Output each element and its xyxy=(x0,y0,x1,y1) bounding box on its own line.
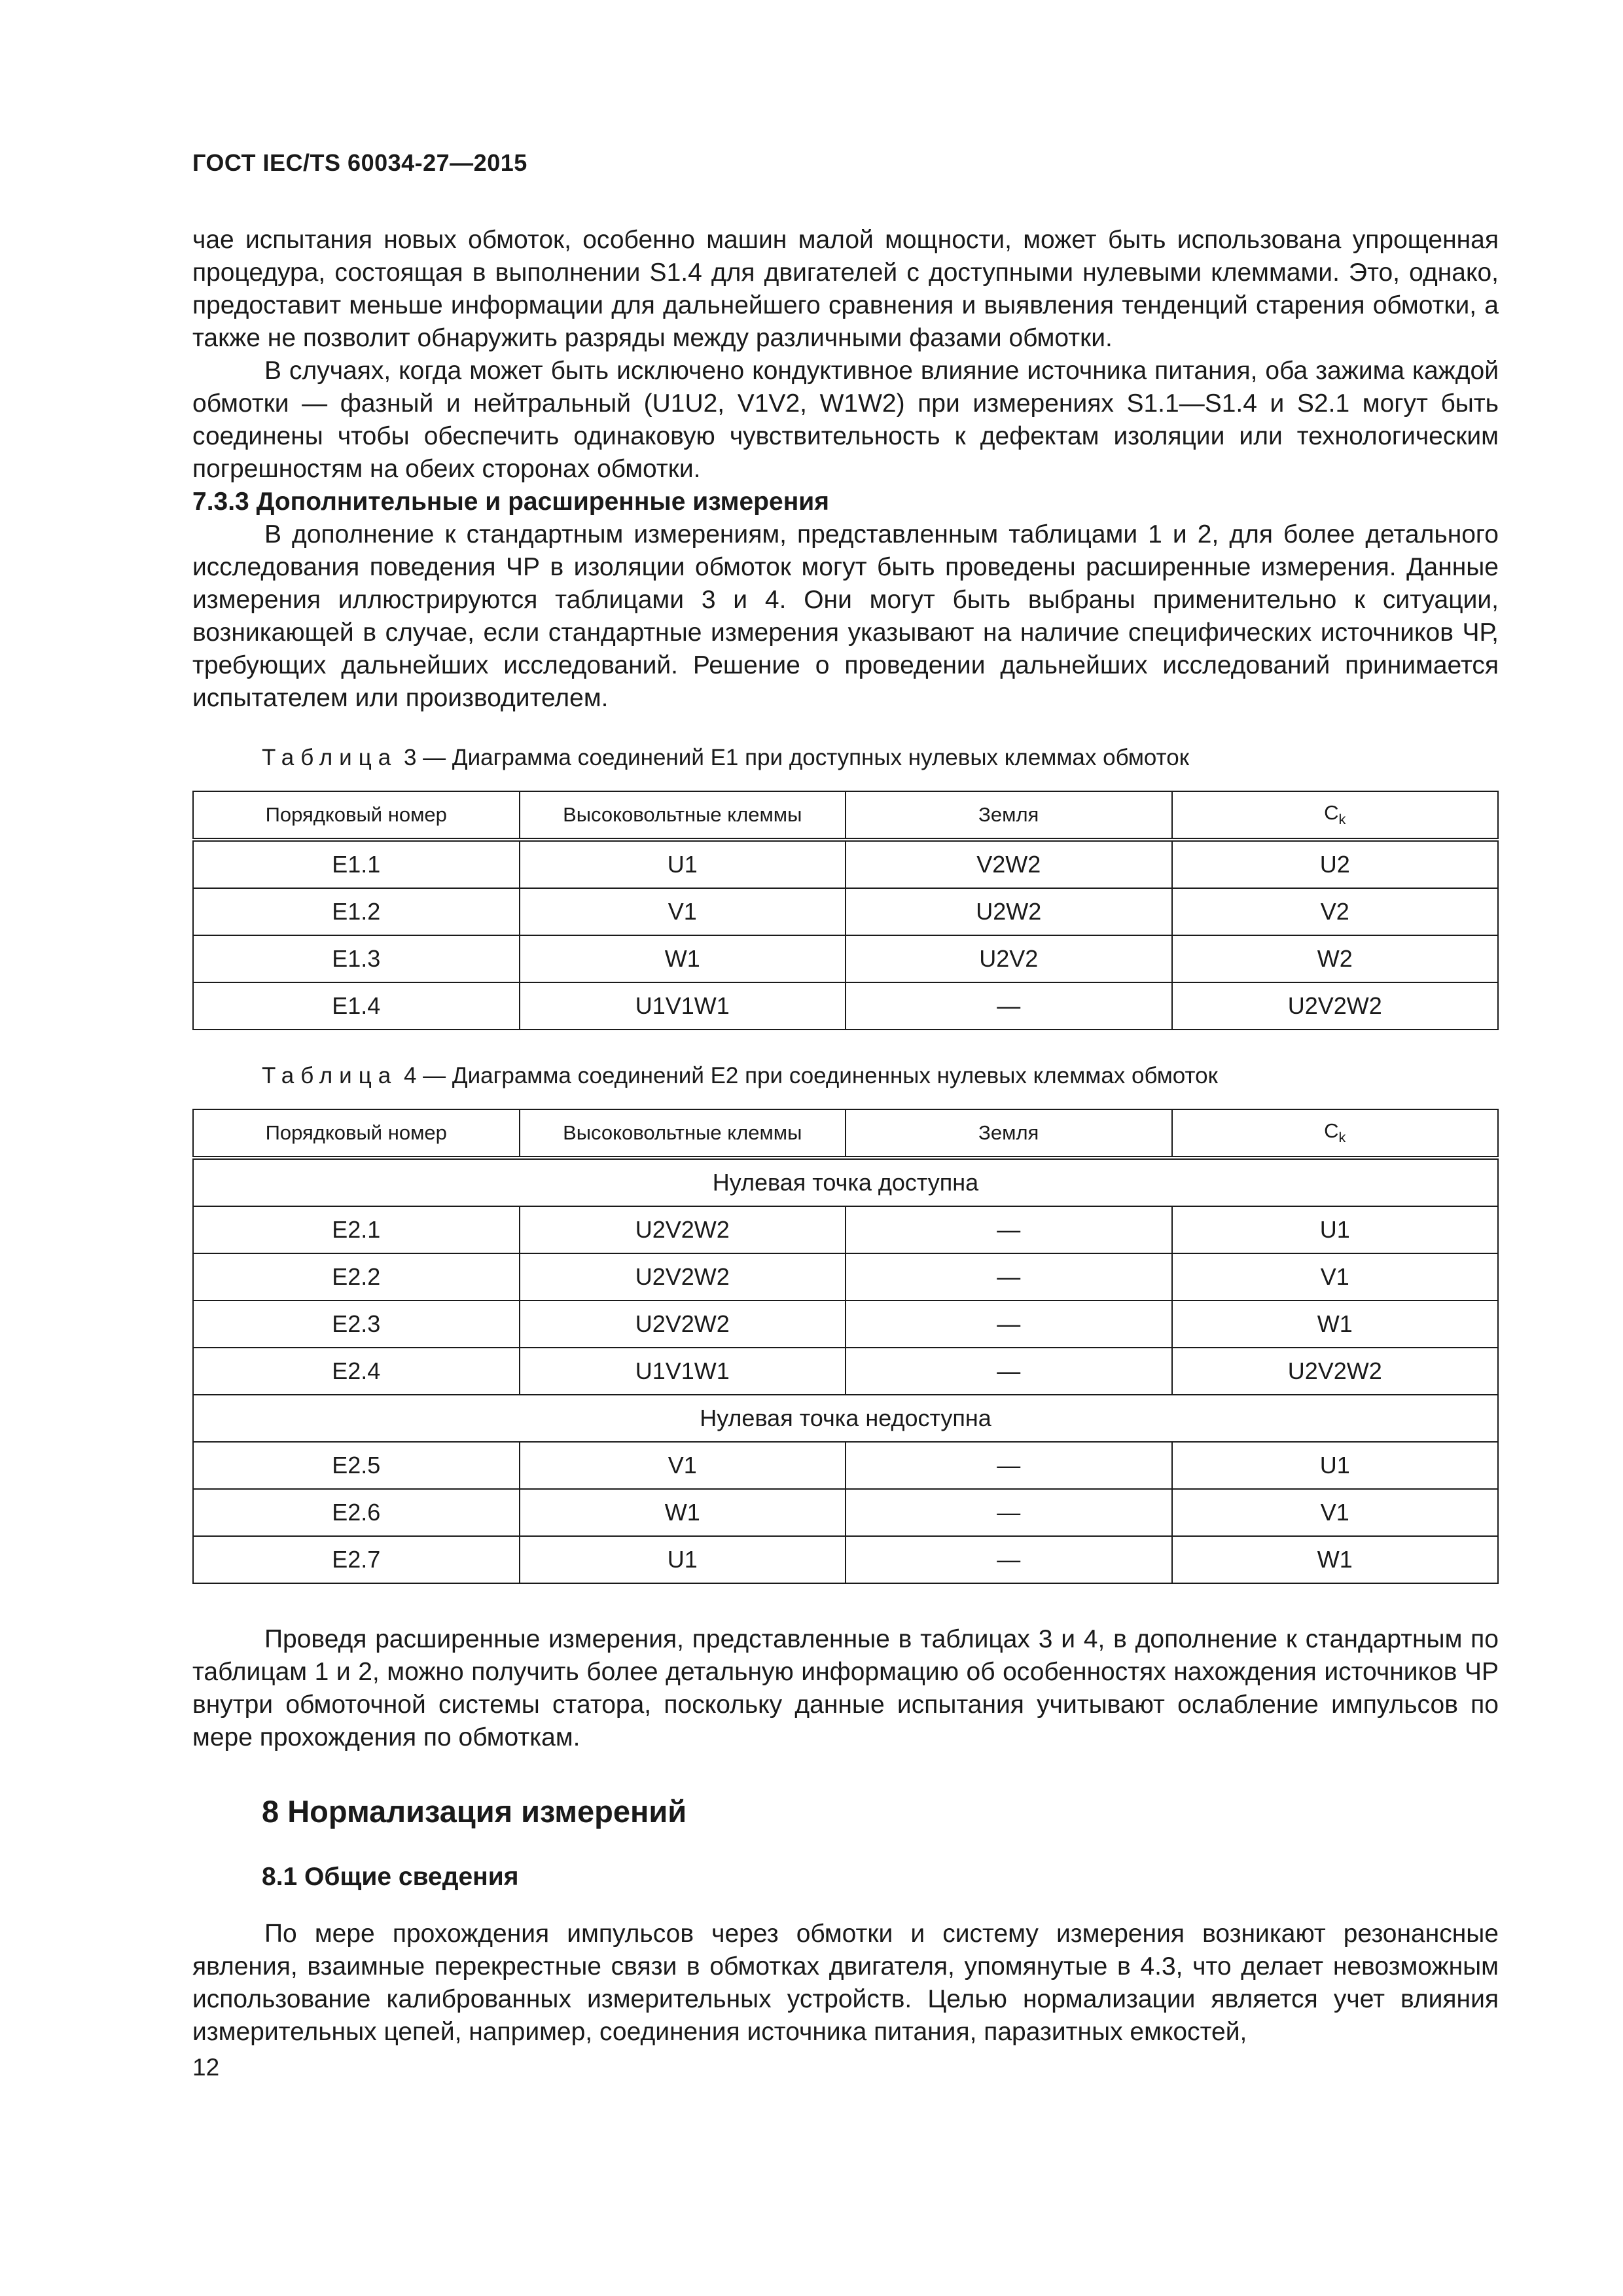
table-group-cell: Нулевая точка доступна xyxy=(193,1158,1498,1206)
table-cell: E2.1 xyxy=(193,1206,520,1253)
table-cell: U2 xyxy=(1172,840,1499,888)
table4-header-row xyxy=(193,1109,1498,1158)
table-cell: W1 xyxy=(520,1489,846,1536)
subsection-heading-7-3-3: 7.3.3 Дополнительные и расширенные измерения xyxy=(192,488,829,516)
table-cell: V1 xyxy=(520,1442,846,1489)
table4 xyxy=(192,1109,1499,1584)
table-cell: — xyxy=(846,1206,1172,1253)
page-number: 12 xyxy=(192,2054,220,2081)
table-cell: E2.2 xyxy=(193,1253,520,1300)
after-tables-text xyxy=(192,1623,1499,1754)
table-cell: U1 xyxy=(1172,1442,1499,1489)
table4-caption-text: 4 — Диаграмма соединений Е2 при соединенных нулевых клеммах обмоток xyxy=(403,1063,1218,1088)
table4-group-row-accessible xyxy=(193,1158,1498,1206)
table-cell: E2.6 xyxy=(193,1489,520,1536)
table-cell: E2.4 xyxy=(193,1348,520,1395)
table-cell: U2W2 xyxy=(846,888,1172,935)
table-cell: E1.2 xyxy=(193,888,520,935)
table-cell: W2 xyxy=(1172,935,1499,982)
section-8-text xyxy=(192,1918,1499,2049)
section-8-paragraph: По мере прохождения импульсов через обмотки и систему измерения возникают резонансные явления, взаимные перекрестные связи в обмотках двигателя, упомянутые в 4.3, что делает невозможным использование калиброванных измерительных устройств. Целью нормализации является учет влияния измерительных цепей, например, соединения источника питания, паразитных емкостей, xyxy=(192,1920,1499,2046)
section-8-heading: 8 Нормализация измерений xyxy=(262,1794,687,1829)
table4-caption-prefix: Таблица xyxy=(262,1063,398,1088)
table3-caption xyxy=(262,745,1189,771)
table-cell: U1 xyxy=(1172,1206,1499,1253)
table3-header-hv-terminals: Высоковольтные клеммы xyxy=(520,791,846,840)
table-cell: U1 xyxy=(520,1536,846,1583)
table-cell: — xyxy=(846,1536,1172,1583)
table-cell: E2.5 xyxy=(193,1442,520,1489)
table-group-cell: Нулевая точка недоступна xyxy=(193,1395,1498,1442)
table-cell: — xyxy=(846,1442,1172,1489)
table-cell: U2V2W2 xyxy=(520,1206,846,1253)
table-cell: — xyxy=(846,1300,1172,1348)
table-row xyxy=(193,935,1498,982)
table-cell: V2 xyxy=(1172,888,1499,935)
table4-header-hv-terminals: Высоковольтные клеммы xyxy=(520,1109,846,1158)
table-row xyxy=(193,1442,1498,1489)
table-row xyxy=(193,982,1498,1030)
table-cell: V1 xyxy=(1172,1253,1499,1300)
table-row xyxy=(193,888,1498,935)
table3-header-ground: Земля xyxy=(846,791,1172,840)
after-tables-paragraph: Проведя расширенные измерения, представленные в таблицах 3 и 4, в дополнение к стандартным по таблицам 1 и 2, можно получить более детальную информацию об особенностях нахождения источников ЧР внутри обмоточной системы статора, поскольку данные испытания учитывают ослабление импульсов по мере прохождения по обмоткам. xyxy=(192,1625,1499,1751)
table3-header-number: Порядковый номер xyxy=(193,791,520,840)
table-cell: E1.4 xyxy=(193,982,520,1030)
table-row xyxy=(193,1253,1498,1300)
document-header: ГОСТ IEC/TS 60034-27—2015 xyxy=(192,149,527,176)
table-cell: U1V1W1 xyxy=(520,1348,846,1395)
table4-header-ck: $C_k$ xyxy=(1172,1109,1499,1158)
intro-paragraph-1: чае испытания новых обмоток, особенно машин малой мощности, может быть использована упрощенная процедура, состоящая в выполнении S1.4 для двигателей с доступными нулевыми клеммами. Это, однако, предоставит меньше информации для дальнейшего сравнения и выявления тенденций старения обмотки, а также не позволит обнаружить разряды между различными фазами обмотки. xyxy=(192,226,1499,352)
table4-group-row-inaccessible xyxy=(193,1395,1498,1442)
table-cell: E2.7 xyxy=(193,1536,520,1583)
table-row xyxy=(193,1348,1498,1395)
section-8-1-heading: 8.1 Общие сведения xyxy=(262,1863,519,1891)
table-cell: U2V2W2 xyxy=(520,1253,846,1300)
table3 xyxy=(192,791,1499,1030)
table-cell: E1.3 xyxy=(193,935,520,982)
table3-caption-text: 3 — Диаграмма соединений Е1 при доступных нулевых клеммах обмоток xyxy=(403,745,1190,770)
table-cell: — xyxy=(846,1253,1172,1300)
table-cell: W1 xyxy=(520,935,846,982)
table-cell: E1.1 xyxy=(193,840,520,888)
table-row xyxy=(193,1489,1498,1536)
table3-header-row xyxy=(193,791,1498,840)
table3-header-ck: $C_k$ xyxy=(1172,791,1499,840)
table-cell: V1 xyxy=(1172,1489,1499,1536)
table-cell: W1 xyxy=(1172,1536,1499,1583)
intro-paragraph-2: В случаях, когда может быть исключено кондуктивное влияние источника питания, оба зажима каждой обмотки — фазный и нейтральный (U1U2, V1V2, W1W2) при измерениях S1.1—S1.4 и S2.1 могут быть соединены чтобы обеспечить одинаковую чувствительность к дефектам изоляции или технологическим погрешностям на обеих сторонах обмотки. xyxy=(192,357,1499,483)
table-cell: U2V2W2 xyxy=(1172,1348,1499,1395)
table-cell: V2W2 xyxy=(846,840,1172,888)
table-row xyxy=(193,1300,1498,1348)
intro-text xyxy=(192,224,1499,715)
table-cell: U2V2W2 xyxy=(1172,982,1499,1030)
table-cell: U2V2 xyxy=(846,935,1172,982)
intro-paragraph-3: В дополнение к стандартным измерениям, представленным таблицами 1 и 2, для более детального исследования поведения ЧР в изоляции обмоток могут быть проведены расширенные измерения. Данные измерения иллюстрируются таблицами 3 и 4. Они могут быть выбраны применительно к ситуации, возникающей в случае, если стандартные измерения указывают на наличие специфических источников ЧР, требующих дальнейших исследований. Решение о проведении дальнейших исследований принимается испытателем или производителем. xyxy=(192,520,1499,712)
table4-header-ground: Земля xyxy=(846,1109,1172,1158)
table-cell: — xyxy=(846,982,1172,1030)
table-row xyxy=(193,1536,1498,1583)
table-cell: E2.3 xyxy=(193,1300,520,1348)
table-cell: — xyxy=(846,1489,1172,1536)
table-cell: V1 xyxy=(520,888,846,935)
table-cell: W1 xyxy=(1172,1300,1499,1348)
table-cell: U1V1W1 xyxy=(520,982,846,1030)
table4-header-number: Порядковый номер xyxy=(193,1109,520,1158)
table-cell: U1 xyxy=(520,840,846,888)
table3-caption-prefix: Таблица xyxy=(262,745,398,770)
table-row xyxy=(193,840,1498,888)
table4-caption xyxy=(262,1063,1218,1089)
table-cell: — xyxy=(846,1348,1172,1395)
table-row xyxy=(193,1206,1498,1253)
table-cell: U2V2W2 xyxy=(520,1300,846,1348)
